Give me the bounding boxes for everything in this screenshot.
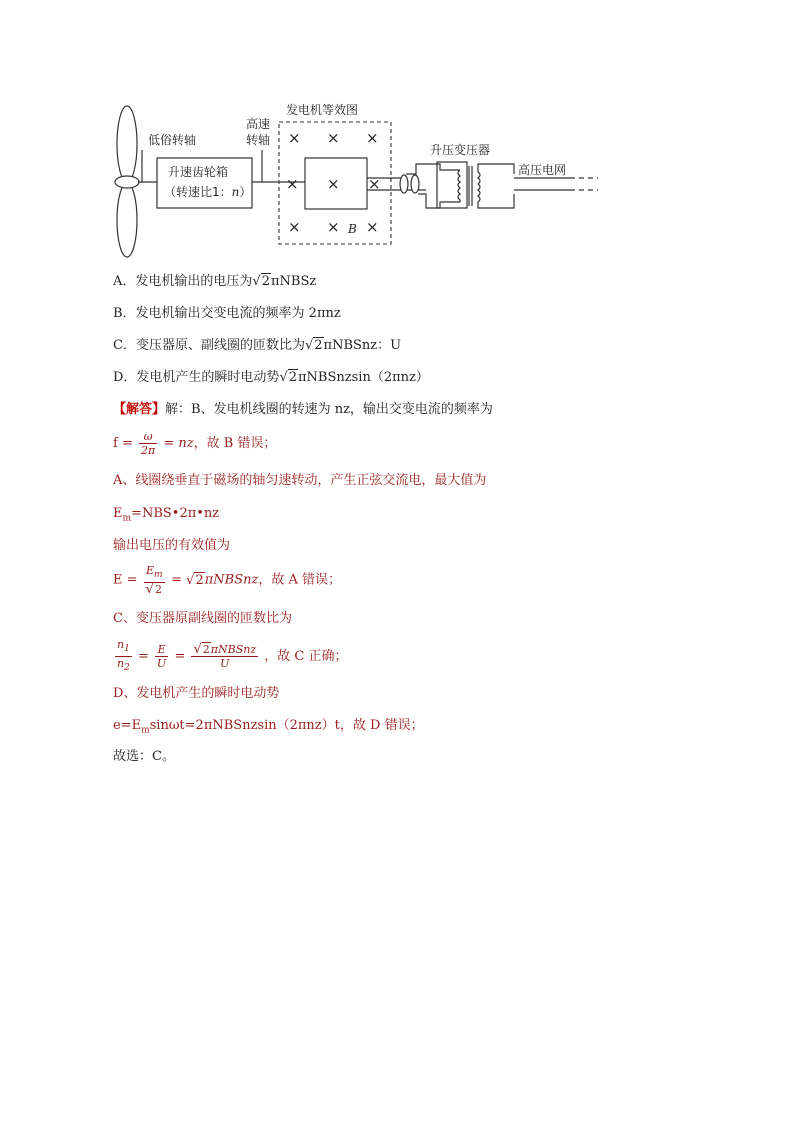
secondary-wire-bottom <box>478 194 514 208</box>
brush-wire-top <box>406 164 460 174</box>
solution-tag: 【解答】 <box>113 402 166 417</box>
lower-blade-shape <box>117 183 137 257</box>
transformer-label: 升压变压器 <box>430 143 491 157</box>
n1-over-n2-fraction: $\frac{n_1}{n_2}$ <box>117 638 130 674</box>
solution-c-text: C、变压器原副线圈的匝数比为 <box>113 611 292 626</box>
field-symbol-label: B <box>348 222 357 236</box>
final-answer: 故选：C。 <box>113 749 175 764</box>
option-d: D．发电机产生的瞬时电动势√2πNBSnzsin（2πnz） <box>113 370 429 385</box>
generator-equivalent-label: 发电机等效图 <box>286 103 359 117</box>
effective-value-text: 输出电压的有效值为 <box>113 538 231 553</box>
field-cross: × <box>288 218 301 236</box>
diagram-svg <box>100 98 620 260</box>
option-b: B．发电机输出交变电流的频率为 2πnz <box>113 306 341 321</box>
low-speed-shaft-label: 低俗转轴 <box>148 133 197 147</box>
solution-d-text: D、发电机产生的瞬时电动势 <box>113 686 280 701</box>
high-voltage-grid-label: 高压电网 <box>518 163 567 177</box>
turns-ratio-formula: $\frac{n_1}{n_2}$ = $\frac{E}{U}$ = $\frac{\text{√2πNBSnz}}{U}$ ，故 C 正确； <box>117 638 348 674</box>
generator-circuit-diagram <box>100 98 620 260</box>
field-cross: × <box>327 129 340 147</box>
field-cross: × <box>366 218 379 236</box>
effective-voltage-formula: E = $\frac{E_m}{√2}$ = √2πNBSnz，故 A 错误； <box>113 564 341 598</box>
field-cross: × <box>327 218 340 236</box>
slip-ring-2 <box>411 175 419 193</box>
em-over-root2-fraction: $\frac{E_m}{√2}$ <box>144 564 165 596</box>
sqrt-symbol: √2 <box>279 370 298 385</box>
upper-blade-shape <box>117 106 137 182</box>
field-cross: × <box>286 175 299 193</box>
field-cross: × <box>366 129 379 147</box>
option-a: A．发电机输出的电压为√2πNBSz <box>113 274 317 289</box>
sqrt-symbol: √2 <box>304 338 323 353</box>
option-c: C．变压器原、副线圈的匝数比为√2πNBSnz：U <box>113 338 402 353</box>
gearbox-ratio-label: （转速比1：n） <box>164 185 252 199</box>
max-emf-formula: $E_m=NBS•2\pi•nz$ <box>113 506 220 524</box>
high-speed-label-line1: 高速 <box>246 117 271 131</box>
transformer-primary-frame <box>437 162 467 208</box>
instant-emf-formula: $e=E_m\sin\omega t=2\pi NBSnzsin(2\pi nz)t$，故 D 错误； <box>113 718 424 736</box>
field-cross: × <box>368 175 381 193</box>
turbine-hub-shape <box>115 176 139 188</box>
solution-intro: 【解答】解：B、发电机线圈的转速为 nz，输出交变电流的频率为 <box>113 402 493 417</box>
field-cross: × <box>288 129 301 147</box>
slip-ring-1 <box>400 175 408 193</box>
ratio-result-fraction: $\frac{\text{√2πNBSnz}}{U}$ <box>193 642 257 671</box>
solution-a-text: A、线圈绕垂直于磁场的轴匀速转动，产生正弦交流电，最大值为 <box>113 473 487 488</box>
omega-over-2pi-fraction: $\frac{\omega}{2\pi}$ <box>140 430 156 457</box>
field-cross: × <box>327 175 340 193</box>
frequency-formula: f = $\frac{\omega}{2\pi}$ = nz，故 B 错误； <box>113 430 277 457</box>
primary-coil <box>458 170 460 202</box>
secondary-wire-top <box>478 164 514 174</box>
gearbox-label: 升速齿轮箱 <box>168 165 229 179</box>
secondary-coil <box>478 172 480 202</box>
sqrt-symbol: √2 <box>252 274 270 289</box>
sqrt-symbol: √2 <box>186 572 204 588</box>
brush-wire-bottom <box>418 194 460 208</box>
e-over-u-fraction: $\frac{E}{U}$ <box>157 643 167 671</box>
high-speed-label-line2: 转轴 <box>246 133 271 147</box>
